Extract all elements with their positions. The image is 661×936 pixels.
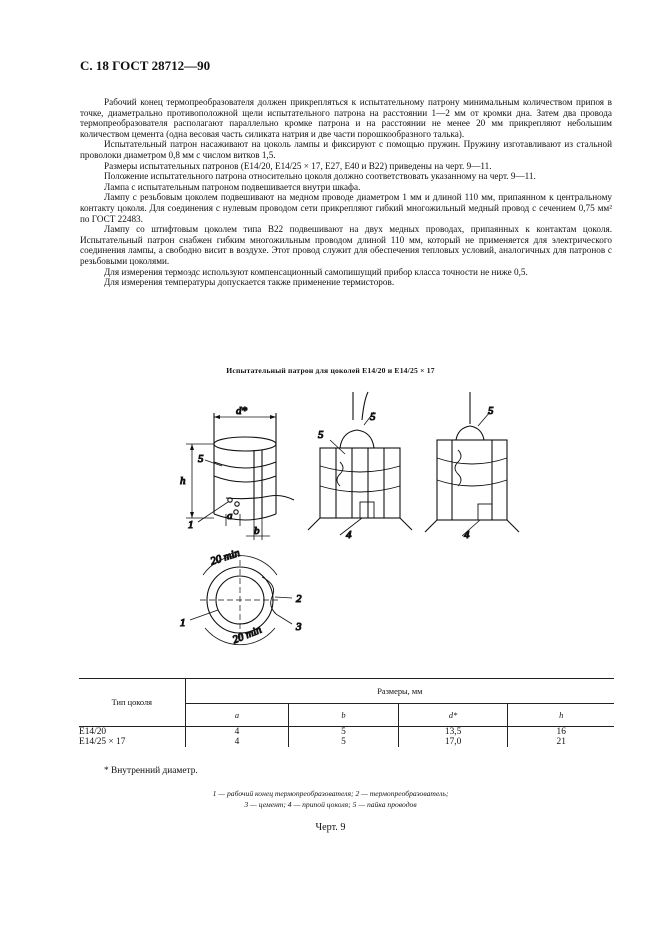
technical-drawing <box>0 380 661 670</box>
label-4-right: 4 <box>464 529 470 541</box>
caption-line-1: 1 — рабочий конец термопреобразователя; 2 — термопреобразователь; <box>212 789 449 798</box>
column-header: a <box>185 704 289 727</box>
cell-d: 13,5 <box>398 727 508 738</box>
figure-number: Черт. 9 <box>315 822 346 833</box>
cell-a: 4 <box>185 727 289 738</box>
paragraph: Лампу с резьбовым цоколем подвешивают на медном проводе диаметром 1 мм и длиной 110 мм, припаянном к центральному контакту цоколя. Для соединения с нулевым проводом сети прикрепляют гибкий многожильный медный провод с сечением 0,75 мм² по ГОСТ 22483. <box>80 192 612 224</box>
label-1-plan: 1 <box>180 617 186 629</box>
body-text <box>80 97 612 288</box>
paragraph: Положение испытательного патрона относительно цоколя должно соответствовать указанному на черт. 9—11. <box>104 171 536 182</box>
column-header: b <box>289 704 399 727</box>
label-a: a <box>227 510 233 522</box>
cell-h: 21 <box>556 737 566 747</box>
paragraph: Лампа с испытательным патроном подвешивается внутри шкафа. <box>104 181 361 192</box>
label-3-plan: 3 <box>296 621 302 633</box>
paragraph: Размеры испытательных патронов (Е14/20, Е14/25 × 17, Е27, Е40 и В22) приведены на черт. 9—11. <box>104 160 492 171</box>
cell-d: 17,0 <box>398 737 508 747</box>
label-5-middle: 5 <box>318 429 324 441</box>
label-h: h <box>180 475 186 487</box>
figure-title: Испытательный патрон для цоколей Е14/20 и Е14/25 × 17 <box>226 366 435 375</box>
table-row <box>79 737 614 747</box>
paragraph: Испытательный патрон насаживают на цоколь лампы и фиксируют с помощью пружин. Пружину изготавливают из стальной проволоки диаметром 0,8 мм с числом витков 1,5. <box>80 139 612 160</box>
lamp-assembly-pin <box>425 392 519 536</box>
label-d: d* <box>236 405 247 417</box>
label-5: 5 <box>198 453 204 465</box>
cell-h: 16 <box>556 727 566 737</box>
label-1: 1 <box>188 519 194 531</box>
column-header: h <box>508 704 614 727</box>
paragraph: Лампу со штифтовым цоколем типа В22 подвешивают на двух медных проводах, припаянных к контактам цоколя. Испытательный патрон снабжен гибким многожильным проводом длиной 110 мм, который не применяется для электрического соединения лампы, а свободно висит в воздухе. Этот провод служит для обеспечения тепловых условий, аналогичных для патронов с резьбовыми цоколями. <box>80 224 612 266</box>
cell-b: 5 <box>289 737 399 747</box>
paragraph: Для измерения температуры допускается также применение термисторов. <box>104 277 395 288</box>
paragraph: Для измерения термоэдс используют компенсационный самопишущий прибор класса точности не ниже 0,5. <box>104 266 528 277</box>
dims-header: Размеры, мм <box>185 679 614 704</box>
page-header: С. 18 ГОСТ 28712—90 <box>80 58 211 73</box>
paragraph: Рабочий конец термопреобразователя должен прикрепляться к испытательному патрону минимальным количеством припоя в точке, диаметрально противоположной щели испытательного патрона на расстоянии 1—2 мм от кромки дна. Затем два провода термопреобразователя располагают параллельно кромке патрона и на расстоянии не менее 20 мм прикрепляют небольшим количеством цемента (одна весовая часть силиката натрия и две части порошкообразного талька). <box>80 97 612 139</box>
dimensions-table <box>79 678 614 747</box>
lamp-assembly-screw <box>308 392 412 535</box>
label-20min-top: 20 min <box>208 546 242 568</box>
footnote: * Внутренний диаметр. <box>104 766 198 776</box>
label-5-middle-top: 5 <box>370 411 376 423</box>
cell-type: Е14/20 <box>79 727 185 738</box>
test-cap-side-view <box>186 413 294 540</box>
column-header: d* <box>398 704 508 727</box>
cell-b: 5 <box>289 727 399 738</box>
cell-a: 4 <box>185 737 289 747</box>
caption-line-2: 3 — цемент; 4 — припой цоколя; 5 — пайка проводов <box>244 800 417 809</box>
table-row <box>79 727 614 738</box>
label-4-middle: 4 <box>346 529 352 541</box>
cell-type: Е14/25 × 17 <box>79 737 185 747</box>
label-5-right: 5 <box>488 405 494 417</box>
label-2-plan: 2 <box>296 593 302 605</box>
label-20min-bottom: 20 min <box>230 623 264 647</box>
type-header: Тип цоколя <box>79 679 185 727</box>
label-b: b <box>254 525 260 537</box>
